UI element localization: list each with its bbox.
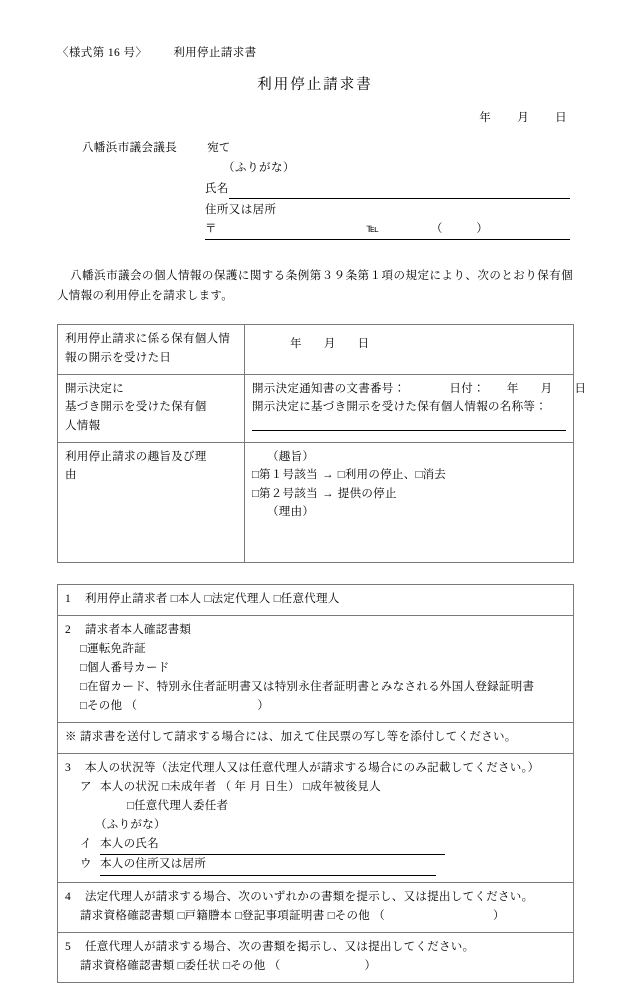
- purpose-option-1-sub-2-label: 消去: [422, 469, 447, 482]
- form-number: 〈様式第 16 号〉: [57, 47, 148, 59]
- item-4-docs-label: 請求資格確認書類: [80, 909, 175, 922]
- item-3-sub-i-marker: イ: [80, 838, 92, 851]
- applicant-fields: [205, 160, 570, 240]
- checkbox-adult-ward[interactable]: □: [303, 781, 311, 794]
- item-2-number: 2: [65, 623, 72, 636]
- checkbox-power-of-attorney[interactable]: □: [177, 959, 185, 972]
- item-2-other-paren-open: （: [125, 699, 138, 712]
- applicant-name-label: 氏名: [205, 182, 229, 195]
- item-1-cell[interactable]: [58, 584, 574, 615]
- item-3-sub-a-row[interactable]: [65, 778, 566, 797]
- item-1-label: 利用停止請求者: [85, 592, 168, 605]
- applicant-name-row: [205, 181, 570, 199]
- item-4-label: 法定代理人が請求する場合、次のいずれかの書類を提示し、又は提出してください。: [85, 890, 534, 903]
- table-row: [58, 442, 574, 562]
- item-5-row: [65, 938, 566, 957]
- disclosure-decision-label-line3: 人情報: [65, 419, 101, 432]
- item-5-docs-label: 請求資格確認書類: [80, 959, 175, 972]
- item-3-sub-i-label: 本人の氏名: [100, 838, 159, 851]
- item-2-row: [65, 621, 566, 640]
- disclosure-date-label: 利用停止請求に係る保有個人情報の開示を受けた日: [58, 325, 245, 374]
- item-4-other-paren-open: （: [373, 909, 386, 922]
- tel-paren-open: （: [430, 223, 443, 236]
- checkbox-voluntary-agent-principal[interactable]: □: [127, 800, 134, 813]
- item-3-sub-u-marker: ウ: [80, 858, 92, 871]
- disclosure-decision-label-line1: 開示決定に: [65, 382, 124, 395]
- purpose-option-2-row[interactable]: [252, 485, 566, 504]
- item-4-choices-row[interactable]: [65, 907, 566, 926]
- item-1-choice-1-label: 本人: [177, 592, 202, 605]
- disclosure-date-year: 年: [290, 338, 302, 351]
- item-3-sub-u-row[interactable]: [65, 855, 566, 875]
- item-5-cell[interactable]: [58, 932, 574, 982]
- applicant-name-input[interactable]: [229, 185, 570, 199]
- item-5-choices-row[interactable]: [65, 957, 566, 976]
- tel-paren-close: ）: [476, 223, 488, 236]
- header-date-line: [57, 110, 573, 128]
- form-number-title: 利用停止請求書: [173, 47, 257, 59]
- table-row: [58, 754, 574, 882]
- checkbox-item-2-other[interactable]: □: [80, 699, 87, 712]
- disclosed-info-name-input[interactable]: [252, 418, 566, 431]
- purpose-option-2-label: 第２号該当: [258, 487, 318, 500]
- applicant-address-label: 住所又は居所: [205, 203, 277, 216]
- item-4-other-paren-close: ）: [493, 909, 505, 922]
- addressee-to-suffix: 宛て: [207, 142, 231, 155]
- item-3-cell[interactable]: [58, 754, 574, 882]
- checkbox-my-number-card[interactable]: □: [80, 661, 87, 674]
- item-3-choice-adult-ward-label: 成年被後見人: [310, 781, 381, 794]
- item-3-sub-a-row-2[interactable]: [65, 797, 566, 816]
- note-text: 請求書を送付して請求する場合には、加えて住民票の写し等を添付してください。: [80, 731, 517, 743]
- item-2-cell[interactable]: [58, 615, 574, 722]
- checkbox-minor[interactable]: □: [162, 781, 170, 794]
- disclosure-decision-label: [58, 374, 245, 442]
- purpose-reason-label: [58, 442, 245, 562]
- body-paragraph: [57, 266, 573, 306]
- checkbox-drivers-license[interactable]: □: [80, 642, 87, 655]
- item-4-choice-1-label: 戸籍謄本: [184, 909, 232, 922]
- applicant-verification-table: [57, 584, 574, 983]
- item-2-choice-2-label: 個人番号カード: [86, 661, 170, 674]
- item-3-sub-u-label: 本人の住所又は居所: [100, 858, 207, 871]
- purpose-reason-label-line2: 由: [65, 469, 77, 482]
- item-4-other-label: その他: [334, 909, 371, 922]
- decision-document-number-label: 開示決定通知書の文書番号：: [252, 382, 406, 395]
- checkbox-suspend-use[interactable]: □: [337, 469, 345, 482]
- item-1-number: 1: [65, 592, 72, 605]
- item-3-choice-voluntary-label: 任意代理人委任者: [133, 800, 229, 813]
- decision-date-label: 日付：: [449, 382, 485, 395]
- purpose-option-1-row[interactable]: [252, 466, 566, 485]
- checkbox-item-2-clause[interactable]: □: [252, 487, 259, 500]
- decision-date-month: 月: [540, 382, 553, 395]
- item-3-number: 3: [65, 762, 72, 775]
- item-3-sub-a-marker: ア: [80, 781, 92, 794]
- note-row: [65, 728, 566, 747]
- item-4-row: [65, 888, 566, 907]
- table-row: [58, 723, 574, 754]
- item-5-number: 5: [65, 940, 72, 953]
- item-2-other-paren-close: ）: [257, 699, 270, 712]
- disclosed-info-name-label: 開示決定に基づき開示を受けた保有個人情報の名称等：: [252, 401, 547, 414]
- item-2-choice-3-row[interactable]: [65, 678, 566, 697]
- purpose-option-1-label: 第１号該当: [258, 469, 318, 482]
- table-row: [58, 374, 574, 442]
- table-row: [58, 932, 574, 982]
- checkbox-family-register[interactable]: □: [177, 909, 185, 922]
- postal-mark-icon: 〒: [205, 223, 217, 236]
- item-3-choice-minor-label: 未成年者: [169, 781, 217, 794]
- checkbox-requester-legal-agent[interactable]: □: [204, 592, 212, 605]
- addressee-recipient: 八幡浜市議会議長: [82, 142, 178, 155]
- item-3-furigana-label: （ふりがな）: [95, 819, 166, 832]
- checkbox-item-4-other[interactable]: □: [327, 909, 335, 922]
- note-cell: [58, 723, 574, 754]
- disclosure-date-value[interactable]: [245, 325, 574, 374]
- disclosure-date-day: 日: [357, 338, 370, 351]
- minor-birthdate-year: 年: [234, 781, 247, 794]
- reason-heading: （理由）: [267, 506, 315, 519]
- item-5-other-paren-close: ）: [364, 959, 377, 972]
- checkbox-requester-voluntary-agent[interactable]: □: [273, 592, 281, 605]
- form-number-row: [57, 45, 573, 63]
- purpose-heading: （趣旨）: [267, 450, 315, 463]
- item-3-label: 本人の状況等（法定代理人又は任意代理人が請求する場合にのみ記載してください。）: [85, 762, 540, 775]
- purpose-option-1-sub-1-label: 利用の停止、: [344, 469, 416, 482]
- item-1-choice-2-label: 法定代理人: [211, 592, 271, 605]
- item-2-other-label: その他: [86, 699, 123, 712]
- page-title: 利用停止請求書: [257, 76, 373, 93]
- item-2-choice-1-label: 運転免許証: [86, 642, 146, 655]
- item-2-label: 請求者本人確認書類: [85, 623, 192, 636]
- disclosure-decision-label-line2: 基づき開示を受けた保有個: [65, 401, 207, 414]
- minor-birthdate-paren-open: （: [219, 781, 232, 794]
- applicant-furigana-label: （ふりがな）: [223, 161, 295, 174]
- person-name-input[interactable]: [100, 835, 445, 855]
- item-4-cell[interactable]: [58, 882, 574, 932]
- minor-birthdate-day: 日生）: [264, 781, 300, 794]
- item-3-sub-a-label: 本人の状況: [100, 781, 159, 794]
- table-row: [58, 584, 574, 615]
- item-5-other-label: その他: [230, 959, 266, 972]
- request-details-table: [57, 324, 587, 562]
- decision-document-number-row: [252, 380, 587, 399]
- item-3-sub-i-row[interactable]: [65, 835, 566, 855]
- minor-birthdate-month: 月: [249, 781, 262, 794]
- checkbox-item-5-other[interactable]: □: [223, 959, 231, 972]
- table-row: [58, 882, 574, 932]
- note-mark-icon: ※: [65, 731, 77, 743]
- body-paragraph-text: 八幡浜市議会の個人情報の保護に関する条例第３９条第１項の規定により、次のとおり保有個人情報の利用停止を請求します。: [57, 270, 573, 303]
- table-row: [58, 325, 574, 374]
- addressee-row: [57, 140, 573, 158]
- checkbox-residence-card[interactable]: □: [80, 680, 87, 693]
- item-2-choice-3-label: 在留カード、特別永住者証明書又は特別永住者証明書とみなされる外国人登録証明書: [86, 680, 535, 693]
- item-2-other-row[interactable]: [65, 697, 566, 716]
- item-5-choice-1-label: 委任状: [184, 959, 220, 972]
- purpose-reason-label-line1: 利用停止請求の趣旨及び理: [65, 450, 207, 463]
- checkbox-requester-self[interactable]: □: [170, 592, 178, 605]
- item-5-label: 任意代理人が請求する場合、次の書類を掲示し、又は提出してください。: [85, 940, 475, 953]
- applicant-postal-tel-row: [205, 221, 570, 240]
- item-1-row: [65, 590, 566, 609]
- decision-date-year: 年: [506, 382, 519, 395]
- item-4-number: 4: [65, 890, 72, 903]
- item-1-choice-3-label: 任意代理人: [280, 592, 340, 605]
- purpose-option-2-sub-label: 提供の停止: [337, 487, 397, 500]
- person-address-input[interactable]: [100, 855, 436, 875]
- item-3-row: [65, 759, 566, 778]
- item-2-choice-2-row[interactable]: [65, 659, 566, 678]
- checkbox-registry-certificate[interactable]: □: [234, 909, 242, 922]
- decision-date-day: 日: [574, 382, 587, 395]
- item-4-choice-2-label: 登記事項証明書: [241, 909, 325, 922]
- table-row: [58, 615, 574, 722]
- checkbox-item-1-clause[interactable]: □: [252, 469, 259, 482]
- item-2-choice-1-row[interactable]: [65, 640, 566, 659]
- arrow-icon: →: [321, 469, 334, 482]
- header-date-month: 月: [517, 112, 530, 125]
- header-date-day: 日: [555, 112, 567, 125]
- checkbox-erase[interactable]: □: [415, 469, 423, 482]
- header-date-year: 年: [479, 112, 492, 125]
- arrow-icon: →: [321, 487, 334, 500]
- telephone-mark-icon: ℡: [366, 223, 379, 236]
- item-5-other-paren-open: （: [268, 959, 281, 972]
- disclosure-decision-value[interactable]: [245, 374, 587, 442]
- disclosure-date-month: 月: [323, 338, 336, 351]
- purpose-reason-value[interactable]: [245, 442, 574, 562]
